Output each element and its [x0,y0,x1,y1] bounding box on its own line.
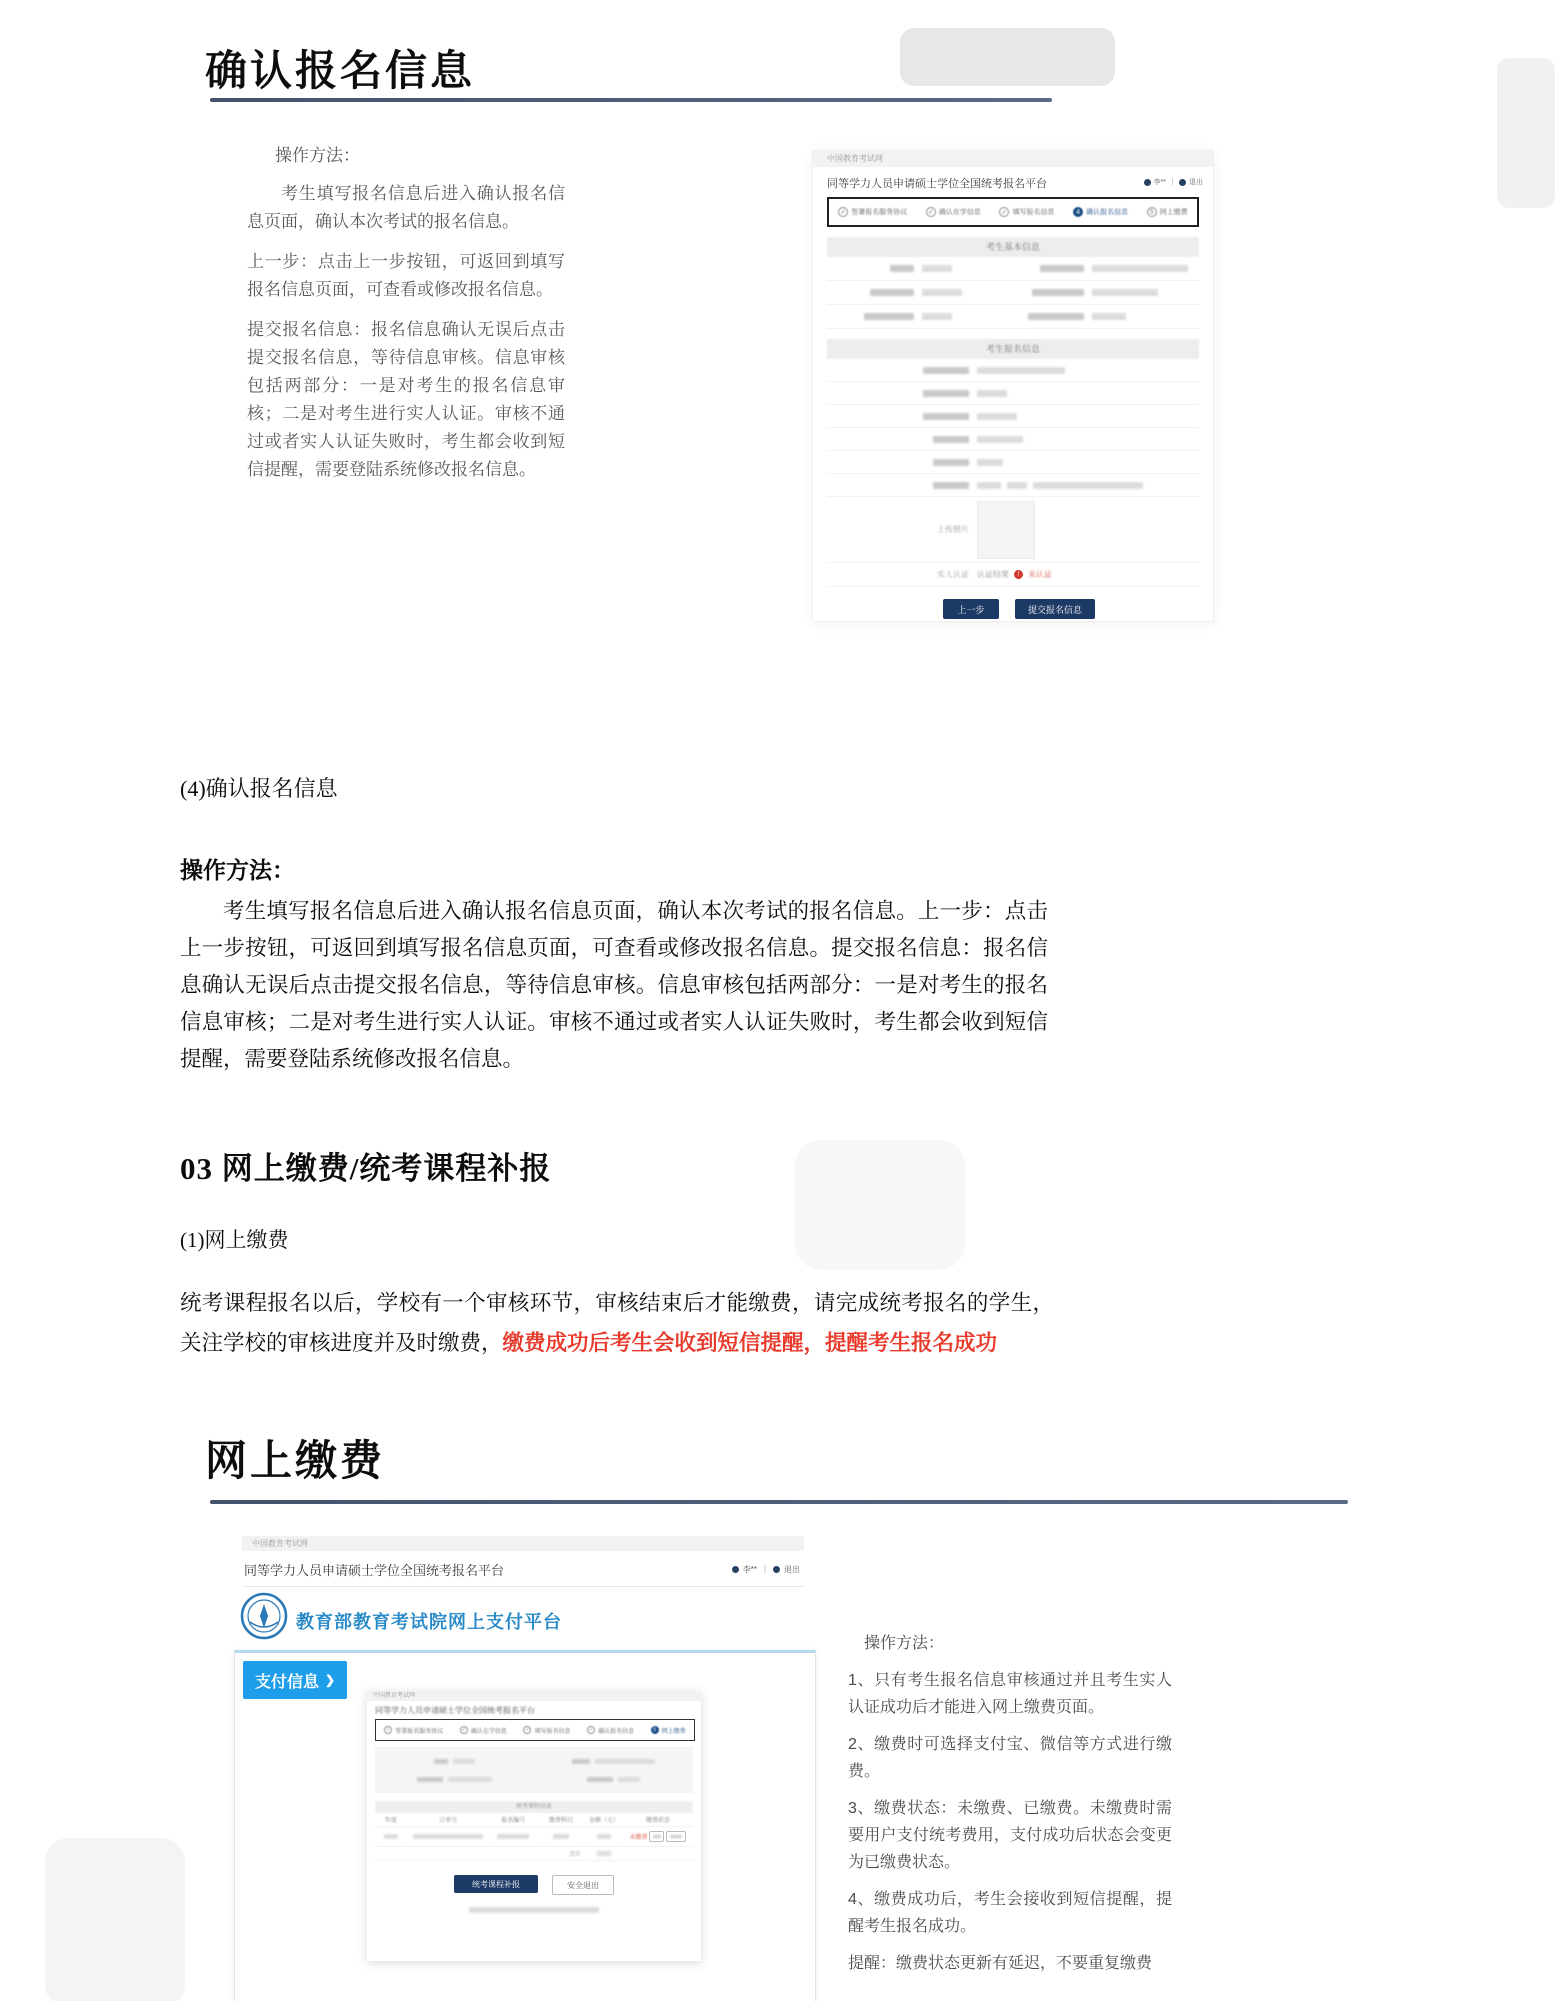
photo-row [827,497,1199,563]
registration-confirm-screenshot [812,150,1214,622]
payment-status-screenshot [367,1691,701,1961]
redacted-label [417,1777,443,1782]
list-item-4-label: (4)确认报名信息 [180,776,338,801]
payment-paragraph-black: 统考课程报名以后，学校有一个审核环节，审核结束后才能缴费，请完成统考报名的学生，关注学校的审核进度并及时缴费， [180,1291,1054,1355]
redacted-value [1092,313,1126,320]
registration-stepper [375,1719,695,1741]
form-row [827,305,1199,329]
redacted-label [572,1759,590,1764]
redacted-total-value [597,1851,611,1856]
step-check-icon: ✓ [999,207,1009,217]
online-payment-screenshot [228,1528,818,2001]
form-row [827,257,1199,281]
form-row [827,474,1199,497]
payment-info-button[interactable]: 支付信息 ❯ [243,1661,347,1699]
step-check-icon: ✓ [926,207,936,217]
auth-label: 实人认证 [937,570,969,579]
redacted-label [923,390,969,397]
redacted-label [864,313,914,320]
step-check-icon: ✓ [838,207,848,217]
redacted-value [618,1777,640,1782]
col-amount: 金额（元） [588,1818,619,1824]
payment-paragraph [180,1283,1054,1363]
form-row [827,359,1199,382]
slide1-instructions-p3: 提交报名信息：报名信息确认无误后点击提交报名信息，等待信息审核。信息审核包括两部分：一是对考生的报名信息审核；二是对考生进行实人认证。审核不通过或者实人认证失败时，考生都会收到短信提醒，需要登陆系统修改报名信息。 [247,320,565,479]
slide2-instruction-notice: 提醒：缴费状态更新有延迟，不要重复缴费 [848,1955,1153,1972]
redacted-label [890,265,914,272]
redacted-value [977,436,1023,443]
step-pay-online-current: 5 网上缴费 [651,1726,686,1735]
platform-title: 同等学力人员申请硕士学位全国统考报名平台 [375,1706,535,1715]
logout-icon [1179,179,1186,186]
slide2-instructions-heading: 操作方法： [864,1635,945,1652]
redacted-value [1033,482,1143,489]
redacted-label [587,1777,613,1782]
redacted-label [1040,265,1084,272]
submit-registration-button[interactable]: 提交报名信息 [1015,599,1095,619]
chevron-right-icon: ❯ [324,1673,336,1687]
redacted-label [1032,289,1084,296]
browser-site-bar: 中国教育考试网 [367,1691,701,1701]
form-row [827,382,1199,405]
col-reg-no: 报名编号 [501,1818,526,1824]
redacted-label [923,413,969,420]
slide2-title-rule [210,1500,1348,1504]
logout-icon [773,1566,780,1573]
redacted-value [1007,482,1027,489]
slide1-instructions-p2: 上一步：点击上一步按钮，可返回到填写报名信息页面，可查看或修改报名信息。 [247,252,565,299]
step-fill-info: ✓ 填写报名信息 [525,1727,571,1735]
logout-link[interactable]: 退出 [1189,179,1203,186]
course-table-header-row [375,1813,693,1827]
candidate-summary-box [375,1747,693,1793]
section-03-heading: 03 网上缴费/统考课程补报 [180,1151,552,1186]
redacted-value [497,1834,529,1839]
unpaid-status: 未缴费 [629,1835,648,1841]
neea-logo-icon [240,1592,288,1640]
redacted-value [1092,265,1188,272]
redacted-label [933,436,969,443]
redacted-value [413,1834,483,1839]
form-row [827,428,1199,451]
header-user-area [1144,177,1203,187]
slide2-instruction-1: 1、只有考生报名信息审核通过并且考生实人认证成功后才能进入网上缴费页面。 [848,1672,1172,1716]
redacted-value [977,390,1007,397]
hall-pay-mini-button[interactable] [666,1831,686,1842]
step-confirm-info: ✓ 确认报名信息 [588,1727,635,1735]
photo-label: 上传照片 [937,525,969,534]
background-blob [900,28,1115,86]
platform-title: 同等学力人员申请硕士学位全国统考报名平台 [244,1563,505,1578]
browser-site-bar: 中国教育考试网 [242,1536,804,1551]
redacted-value [597,1834,611,1839]
redacted-value [448,1777,492,1782]
redacted-value [977,459,1003,466]
redacted-footer [469,1907,599,1913]
redacted-value [453,1759,475,1764]
platform-title: 同等学力人员申请硕士学位全国统考报名平台 [827,178,1047,190]
step-confirm-info-current: 4 确认报名信息 [1073,207,1128,217]
step-fill-info: ✓ 填写报名信息 [999,207,1054,217]
course-table-data-row [375,1827,693,1847]
browser-site-bar: 中国教育考试网 [813,151,1213,167]
background-blob [45,1838,185,2001]
redacted-label [870,289,914,296]
redacted-value [595,1759,655,1764]
photo-placeholder [977,501,1035,559]
redacted-label [933,482,969,489]
basic-info-header: 考生基本信息 [827,237,1199,257]
slide2-instruction-3: 3、缴费状态：未缴费、已缴费。未缴费时需要用户支付统考费用，支付成功后状态会变更为已缴费状态。 [848,1800,1172,1871]
col-order-no: 订单号 [439,1818,458,1824]
slide2-instruction-4: 4、缴费成功后，考生会接收到短信提醒，提醒考生报名成功。 [848,1891,1172,1935]
step-check-icon: ✓ [525,1727,530,1733]
payment-platform-title: 教育部教育考试院网上支付平台 [296,1612,562,1632]
pay-mini-button[interactable] [649,1831,664,1842]
step-agreement: ✓ 签署报名服务协议 [838,207,907,217]
redacted-value [553,1834,569,1839]
slide1-instructions-heading: 操作方法： [275,146,360,165]
redacted-label [933,459,969,466]
slide1-title: 确认报名信息 [205,47,476,94]
step-agreement: ✓ 签署报名服务协议 [386,1727,444,1735]
auth-warning-icon: ! [1014,570,1023,579]
method-heading: 操作方法： [180,858,295,883]
form-row [827,451,1199,474]
background-blob [795,1140,965,1270]
user-name: 李** [1153,179,1166,186]
course-table-title: 统考课程信息 [375,1801,693,1813]
step-number-icon: 4 [1073,207,1083,217]
screenshot-footer [367,1907,701,1913]
auth-status: 未认证 [1028,570,1052,579]
col-year: 年度 [384,1818,397,1824]
separator: ｜ [1169,179,1176,186]
slide2-instruction-2: 2、缴费时可选择支付宝、微信等方式进行缴费。 [848,1736,1172,1780]
redacted-value [977,482,1001,489]
reg-info-header: 考生报名信息 [827,339,1199,359]
form-row [827,405,1199,428]
redacted-value [977,413,1017,420]
step-study-info: ✓ 确认在学信息 [926,207,981,217]
payment-paragraph-red: 缴费成功后考生会收到短信提醒，提醒考生报名成功 [502,1331,998,1355]
col-subject: 缴费科目 [548,1818,573,1824]
step-number-icon: 5 [651,1726,659,1734]
logout-link[interactable]: 退出 [784,1565,800,1574]
step-check-icon: ✓ [386,1727,391,1733]
course-table-total-row [375,1847,693,1861]
step-study-info: ✓ 确认在学信息 [461,1727,507,1735]
step-pay-online: 5 网上缴费 [1147,207,1188,217]
redacted-value [1092,289,1158,296]
auth-row [827,563,1199,587]
total-label: 合计 [568,1852,581,1858]
redacted-value [922,313,952,320]
payment-panel [234,1650,816,2001]
user-name: 李** [742,1565,757,1574]
redacted-label [1028,313,1084,320]
slide1-title-rule [210,98,1052,102]
payment-actions [367,1875,701,1895]
redacted-value [384,1834,398,1839]
redacted-value [922,265,952,272]
makeup-course-button[interactable]: 统考课程补报 [454,1875,538,1893]
list-item-1-label: (1)网上缴费 [180,1228,289,1252]
user-icon [732,1566,739,1573]
slide1-instructions [247,142,565,496]
header-divider [242,1586,804,1587]
user-icon [1144,179,1151,186]
header-user-area [732,1564,800,1575]
slide1-instructions-p1: 考生填写报名信息后进入确认报名信息页面，确认本次考试的报名信息。 [247,184,565,231]
redacted-label [923,367,969,374]
method-paragraph: 考生填写报名信息后进入确认报名信息页面，确认本次考试的报名信息。上一步：点击上一步按钮，可返回到填写报名信息页面，可查看或修改报名信息。提交报名信息：报名信息确认无误后点击提交报名信息，等待信息审核。信息审核包括两部分：一是对考生的报名信息审核；二是对考生进行实人认证。审核不通过或者实人认证失败时，考生都会收到短信提醒，需要登陆系统修改报名信息。 [180,899,1048,1071]
step-check-icon: ✓ [588,1727,594,1733]
slide2-title: 网上缴费 [205,1437,386,1484]
redacted-value [977,367,1065,374]
background-blob [1497,58,1555,208]
step-number-icon: 5 [1147,207,1157,217]
safe-logout-button[interactable]: 安全退出 [552,1875,614,1895]
form-row [827,281,1199,305]
registration-stepper [827,197,1199,227]
redacted-label [434,1759,448,1764]
previous-step-button[interactable]: 上一步 [943,599,999,619]
separator: ｜ [761,1565,769,1574]
slide2-instructions [848,1630,1172,1987]
auth-result-label: 认证结果 [977,570,1009,579]
redacted-value [922,289,962,296]
col-status: 缴费状态 [645,1818,670,1824]
step-check-icon: ✓ [461,1727,466,1733]
